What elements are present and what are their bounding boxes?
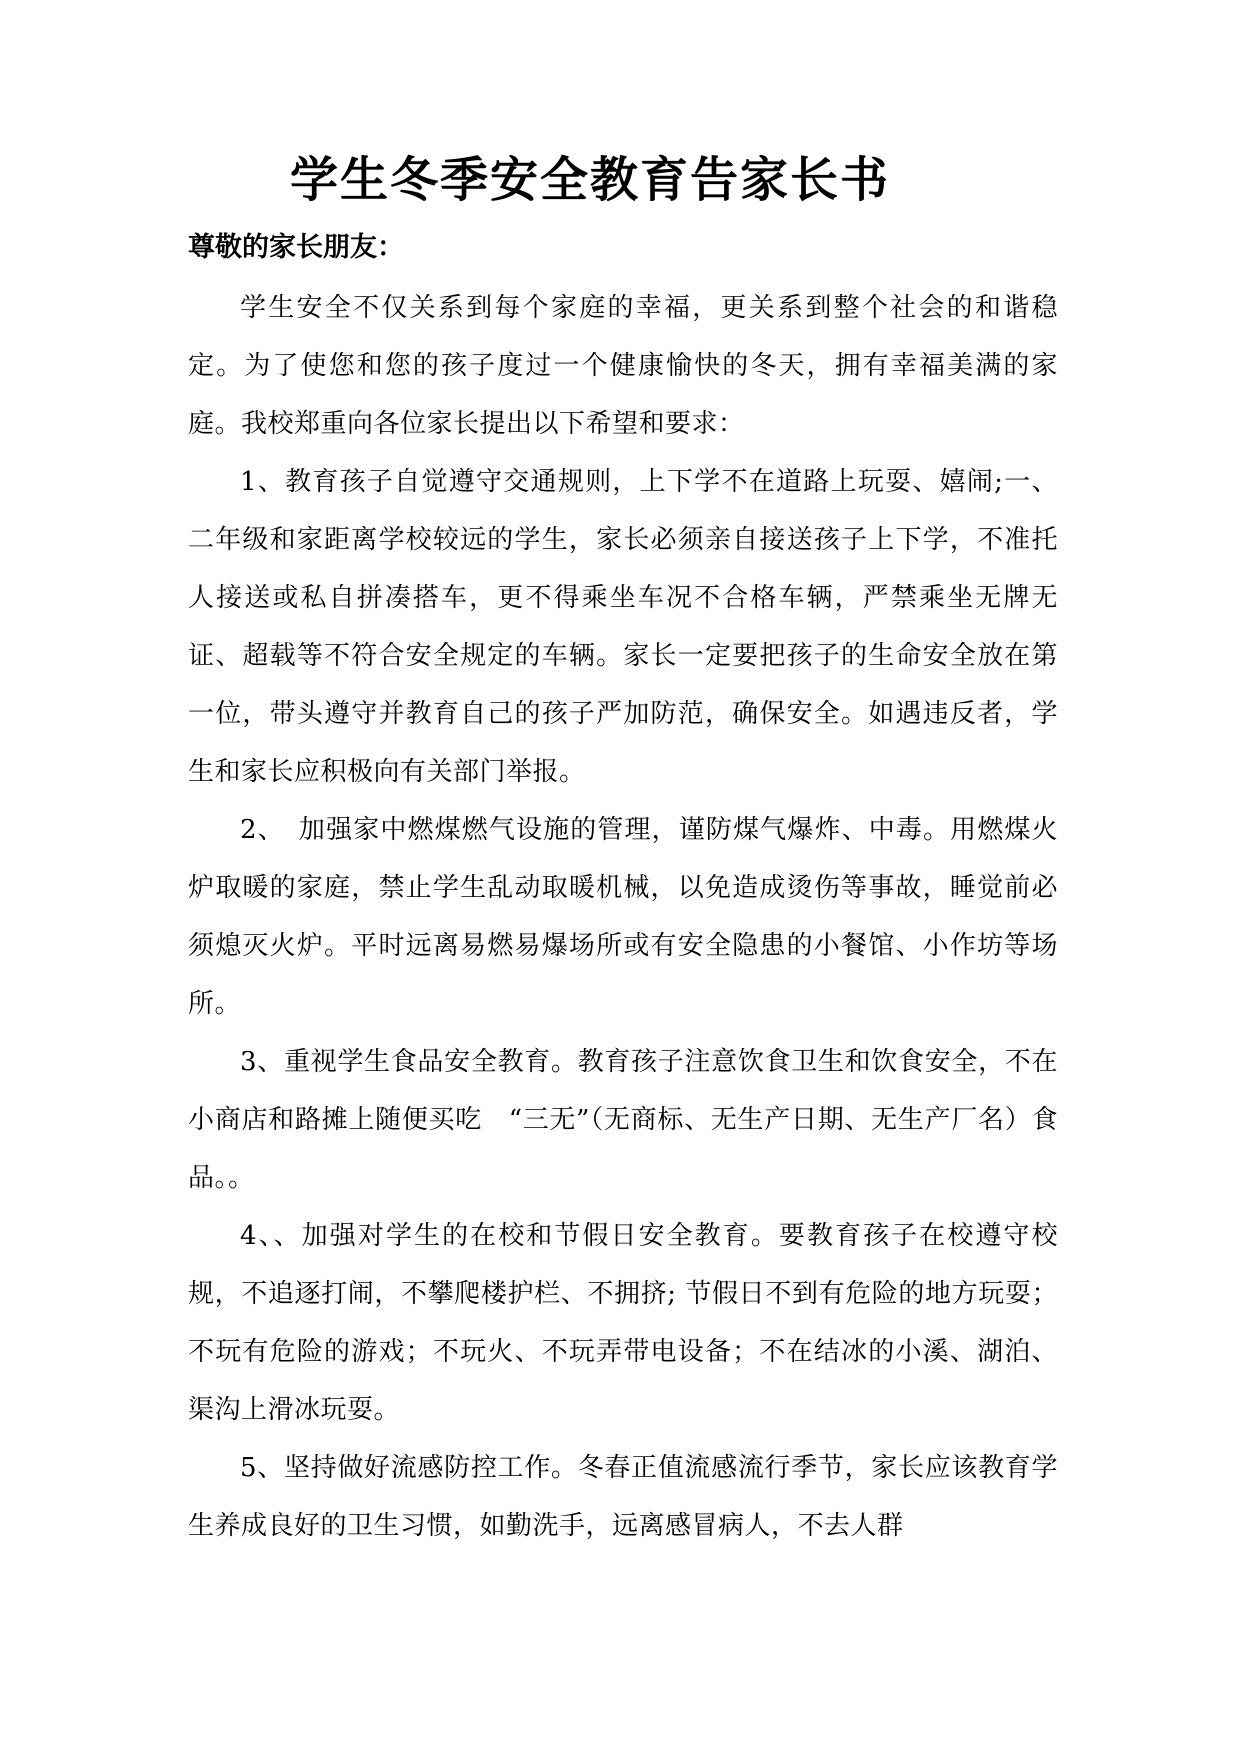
salutation: 尊敬的家长朋友： bbox=[188, 232, 404, 263]
document-body bbox=[188, 279, 1058, 1555]
paragraph-food-safety: 3、重视学生食品安全教育。教育孩子注意饮食卫生和饮食安全，不在小商店和路摊上随便买吃 “三无”（无商标、无生产日期、无生产厂名）食品。。 bbox=[188, 1047, 1058, 1193]
document-title: 学生冬季安全教育告家长书 bbox=[289, 152, 890, 208]
paragraph-school-holiday-safety: 4、、加强对学生的在校和节假日安全教育。要教育孩子在校遵守校规，不追逐打闹，不攀爬楼护栏、不拥挤; 节假日不到有危险的地方玩耍；不玩有危险的游戏；不玩火、不玩弄带电设备；不在结冰的小溪、湖泊、渠沟上滑冰玩耍。 bbox=[188, 1221, 1058, 1425]
paragraph-traffic-safety: 1、教育孩子自觉遵守交通规则，上下学不在道路上玩耍、嬉闹;一、二年级和家距离学校较远的学生，家长必须亲自接送孩子上下学，不准托人接送或私自拼凑搭车，更不得乘坐车况不合格车辆，严禁乘坐无牌无证、超载等不符合安全规定的车辆。家长一定要把孩子的生命安全放在第一位，带头遵守并教育自己的孩子严加防范，确保安全。如遇违反者，学生和家长应积极向有关部门举报。 bbox=[188, 467, 1058, 787]
paragraph-gas-safety: 2、 加强家中燃煤燃气设施的管理，谨防煤气爆炸、中毒。用燃煤火炉取暖的家庭，禁止学生乱动取暖机械，以免造成烫伤等事故，睡觉前必须熄灭火炉。平时远离易燃易爆场所或有安全隐患的小餐馆、小作坊等场所。 bbox=[188, 815, 1058, 1019]
paragraph-flu-prevention: 5、坚持做好流感防控工作。冬春正值流感流行季节，家长应该教育学生养成良好的卫生习惯，如勤洗手，远离感冒病人，不去人群 bbox=[188, 1453, 1058, 1541]
paragraph-intro: 学生安全不仅关系到每个家庭的幸福，更关系到整个社会的和谐稳定。为了使您和您的孩子度过一个健康愉快的冬天，拥有幸福美满的家庭。我校郑重向各位家长提出以下希望和要求： bbox=[188, 293, 1058, 439]
